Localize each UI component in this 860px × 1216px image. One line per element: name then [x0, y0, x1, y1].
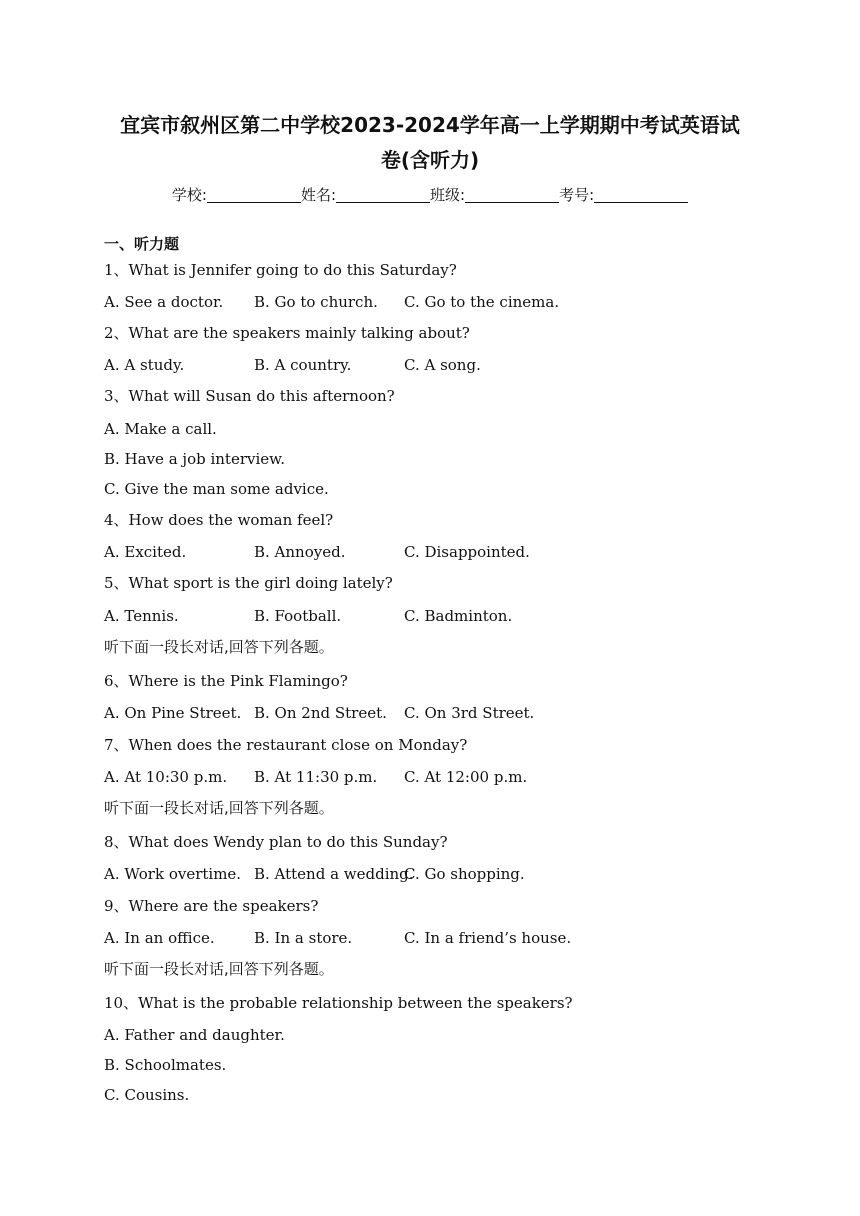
- class-blank[interactable]: [465, 186, 559, 203]
- instruction-text: 听下面一段长对话,回答下列各题。: [104, 799, 334, 817]
- option-c: C. In a friend’s house.: [404, 929, 572, 947]
- question: 4、How does the woman feel?: [104, 511, 334, 529]
- option-a: A. A study.: [104, 356, 185, 374]
- option-c: C. On 3rd Street.: [404, 704, 535, 722]
- option-c: C. At 12:00 p.m.: [404, 768, 528, 786]
- option-c: C. Cousins.: [104, 1086, 190, 1104]
- name-blank[interactable]: [336, 186, 430, 203]
- question: 7、When does the restaurant close on Monday?: [104, 736, 468, 754]
- option-c: C. Badminton.: [404, 607, 513, 625]
- options-row: [104, 355, 704, 375]
- page-title: 宜宾市叙州区第二中学校2023-2024学年高一上学期期中考试英语试: [120, 113, 740, 137]
- option-b: B. A country.: [254, 356, 352, 374]
- option-b: B. At 11:30 p.m.: [254, 768, 378, 786]
- option-a: A. Father and daughter.: [104, 1026, 285, 1044]
- question: 6、Where is the Pink Flamingo?: [104, 672, 348, 690]
- name-label: 姓名:: [300, 186, 336, 204]
- option-c: C. Give the man some advice.: [104, 480, 329, 498]
- option-a: A. See a doctor.: [104, 293, 224, 311]
- exam-number-blank[interactable]: [594, 186, 688, 203]
- question: 10、What is the probable relationship between the speakers?: [104, 994, 573, 1012]
- option-c: C. Go shopping.: [404, 865, 525, 883]
- option-a: A. Excited.: [104, 543, 187, 561]
- options-row: [104, 703, 704, 723]
- option-a: A. At 10:30 p.m.: [104, 768, 228, 786]
- option-a: A. In an office.: [104, 929, 215, 947]
- options-row: [104, 606, 704, 626]
- options-row: [104, 542, 704, 562]
- school-label: 学校:: [171, 186, 207, 204]
- option-a: A. Work overtime.: [104, 865, 242, 883]
- question: 8、What does Wendy plan to do this Sunday?: [104, 833, 448, 851]
- option-b: B. In a store.: [254, 929, 353, 947]
- option-a: A. On Pine Street.: [104, 704, 242, 722]
- options-row: [104, 767, 704, 787]
- school-blank[interactable]: [207, 186, 301, 203]
- question: 5、What sport is the girl doing lately?: [104, 574, 393, 592]
- question: 3、What will Susan do this afternoon?: [104, 387, 395, 405]
- option-b: B. Football.: [254, 607, 342, 625]
- option-b: B. On 2nd Street.: [254, 704, 387, 722]
- options-row: [104, 864, 704, 884]
- options-row: [104, 292, 704, 312]
- option-b: B. Annoyed.: [254, 543, 346, 561]
- option-b: B. Attend a wedding.: [254, 865, 414, 883]
- class-label: 班级:: [430, 186, 466, 204]
- option-c: C. Go to the cinema.: [404, 293, 560, 311]
- option-a: A. Make a call.: [104, 420, 217, 438]
- page-title-continued: 卷(含听力): [380, 148, 480, 172]
- option-a: A. Tennis.: [104, 607, 179, 625]
- option-b: B. Schoolmates.: [104, 1056, 227, 1074]
- option-b: B. Have a job interview.: [104, 450, 285, 468]
- options-row: [104, 928, 704, 948]
- question: 2、What are the speakers mainly talking about?: [104, 324, 470, 342]
- option-b: B. Go to church.: [254, 293, 378, 311]
- question: 9、Where are the speakers?: [104, 897, 319, 915]
- exam-number-label: 考号:: [559, 186, 595, 204]
- option-c: C. Disappointed.: [404, 543, 530, 561]
- section-title: 一、听力题: [104, 235, 180, 253]
- instruction-text: 听下面一段长对话,回答下列各题。: [104, 638, 334, 656]
- question: 1、What is Jennifer going to do this Saturday?: [104, 261, 457, 279]
- instruction-text: 听下面一段长对话,回答下列各题。: [104, 960, 334, 978]
- option-c: C. A song.: [404, 356, 481, 374]
- student-info-line: [0, 185, 860, 205]
